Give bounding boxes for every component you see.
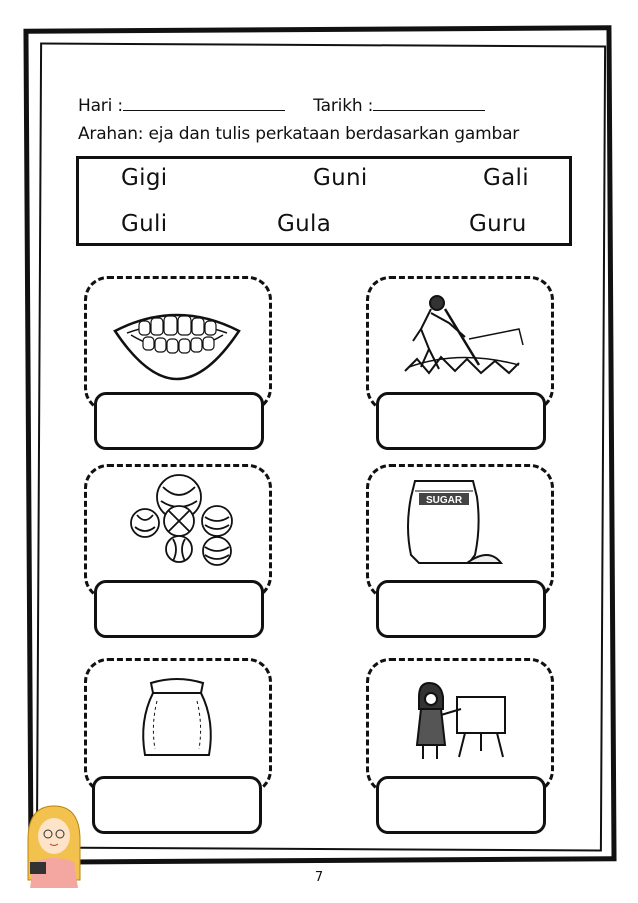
date-label: Tarikh : xyxy=(313,96,374,116)
teeth-mouth-icon xyxy=(87,279,269,409)
day-blank[interactable] xyxy=(123,96,285,111)
answer-box[interactable] xyxy=(376,392,546,450)
word-bank-item: Gula xyxy=(277,211,332,237)
page-number: 7 xyxy=(314,870,324,885)
word-bank-item: Gigi xyxy=(121,165,168,191)
instruction: Arahan: eja dan tulis perkataan berdasarkan gambar xyxy=(78,124,520,144)
word-bank-item: Gali xyxy=(483,165,529,191)
picture-card-teacher xyxy=(366,658,554,794)
gunny-sack-icon xyxy=(87,661,269,791)
picture-card-sack xyxy=(84,658,272,794)
word-bank-item: Guli xyxy=(121,211,168,237)
word-bank xyxy=(76,156,572,246)
word-bank-item: Guni xyxy=(313,165,368,191)
answer-box[interactable] xyxy=(376,580,546,638)
teacher-whiteboard-icon xyxy=(369,661,551,791)
day-label: Hari : xyxy=(78,96,123,116)
date-blank[interactable] xyxy=(373,96,485,111)
word-bank-item: Guru xyxy=(469,211,527,237)
woman-digging-icon xyxy=(369,279,551,409)
sugar-sack-icon xyxy=(369,467,551,597)
answer-box[interactable] xyxy=(94,392,264,450)
answer-box[interactable] xyxy=(92,776,262,834)
answer-box[interactable] xyxy=(376,776,546,834)
answer-box[interactable] xyxy=(94,580,264,638)
header-row xyxy=(78,96,485,116)
marbles-icon xyxy=(87,467,269,597)
sugar-label: SUGAR xyxy=(425,495,463,506)
